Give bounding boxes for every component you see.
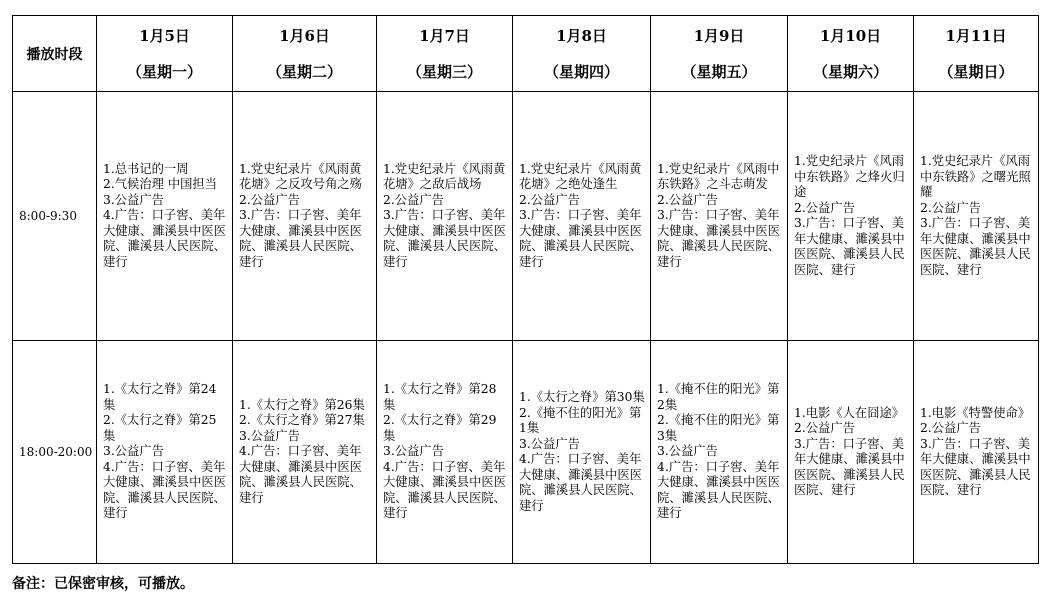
program-cell (914, 341, 1039, 564)
schedule-row-evening (13, 341, 1039, 564)
schedule-row-morning (13, 92, 1039, 341)
program-cell (97, 341, 233, 564)
program-cell (513, 92, 651, 341)
slot-header-label: 播放时段 (26, 46, 83, 63)
day-header-cell (651, 16, 788, 92)
header-row (13, 16, 1039, 92)
program-text: 1.《太行之脊》第30集 2.《掩不住的阳光》第1集 3.公益广告 4.广告：口子窖、美年大健康、濉溪县中医医院、濉溪县人民医院、建行 (519, 390, 645, 513)
day-header-cell (377, 16, 513, 92)
broadcast-schedule-table (12, 15, 1039, 564)
day-header-cell (914, 16, 1039, 92)
program-cell (651, 341, 788, 564)
footer-note: 备注：已保密审核，可播放。 (12, 576, 194, 592)
day-date: 1月11日 (945, 26, 1007, 45)
slot-header-cell (13, 16, 97, 92)
program-cell (651, 92, 788, 341)
day-date: 1月8日 (556, 26, 607, 45)
day-header-cell (513, 16, 651, 92)
day-weekday: （星期一） (126, 62, 202, 81)
day-date: 1月10日 (819, 26, 882, 45)
day-weekday: （星期四） (543, 62, 619, 81)
day-date: 1月7日 (419, 26, 470, 45)
program-text: 1.党史纪录片《风雨中东铁路》之斗志萌发 2.公益广告 3.广告：口子窖、美年大健康、濉溪县中医医院、濉溪县人民医院、建行 (657, 161, 780, 269)
program-cell (97, 92, 233, 341)
program-text: 1.《掩不住的阳光》第2集 2.《掩不住的阳光》第3集 3.公益广告 4.广告：口子窖、美年大健康、濉溪县中医医院、濉溪县人民医院、建行 (657, 382, 780, 521)
program-text: 1.党史纪录片《风雨黄花塘》之敌后战场 2.公益广告 3.广告：口子窖、美年大健康、濉溪县中医医院、濉溪县人民医院、建行 (383, 161, 506, 269)
day-header-cell (788, 16, 914, 92)
program-text: 1.党史纪录片《风雨黄花塘》之反攻号角之殇 2.公益广告 3.广告：口子窖、美年大健康、濉溪县中医医院、濉溪县人民医院、建行 (239, 161, 362, 269)
program-text: 1.电影《特警使命》 2.公益广告 3.广告：口子窖、美年大健康、濉溪县中医医院、濉溪县人民医院、建行 (920, 405, 1031, 497)
program-text: 1.《太行之脊》第26集 2.《太行之脊》第27集 3.公益广告 4.广告：口子窖、美年大健康、濉溪县中医医院、濉溪县人民医院、建行 (239, 397, 365, 505)
program-text: 1.党史纪录片《风雨黄花塘》之绝处逢生 2.公益广告 3.广告：口子窖、美年大健康、濉溪县中医医院、濉溪县人民医院、建行 (519, 161, 642, 269)
program-cell (788, 92, 914, 341)
program-text: 1.《太行之脊》第24集 2.《太行之脊》第25集 3.公益广告 4.广告：口子窖、美年大健康、濉溪县中医医院、濉溪县人民医院、建行 (103, 382, 226, 521)
day-weekday: （星期日） (938, 62, 1014, 81)
program-text: 1.党史纪录片《风雨中东铁路》之曙光照耀 2.公益广告 3.广告：口子窖、美年大健康、濉溪县中医医院、濉溪县人民医院、建行 (920, 154, 1031, 277)
day-header-cell (233, 16, 377, 92)
program-text: 1.总书记的一周 2.气候治理 中国担当 3.公益广告 4.广告：口子窖、美年大健康、濉溪县中医医院、濉溪县人民医院、建行 (103, 161, 226, 269)
day-weekday: （星期二） (266, 62, 342, 81)
program-text: 1.《太行之脊》第28集 2.《太行之脊》第29集 3.公益广告 4.广告：口子窖、美年大健康、濉溪县中医医院、濉溪县人民医院、建行 (383, 382, 506, 521)
program-cell (914, 92, 1039, 341)
day-header-cell (97, 16, 233, 92)
program-cell (377, 341, 513, 564)
day-weekday: （星期六） (812, 62, 888, 81)
day-date: 1月9日 (693, 26, 745, 45)
time-slot-cell: 18:00-20:00 (13, 341, 97, 564)
time-slot-cell: 8:00-9:30 (13, 92, 97, 341)
program-text: 1.党史纪录片《风雨中东铁路》之烽火归途 2.公益广告 3.广告：口子窖、美年大健康、濉溪县中医医院、濉溪县人民医院、建行 (794, 154, 905, 277)
program-cell (788, 341, 914, 564)
program-cell (233, 341, 377, 564)
program-text: 1.电影《人在囧途》 2.公益广告 3.广告：口子窖、美年大健康、濉溪县中医医院、濉溪县人民医院、建行 (794, 405, 905, 497)
program-cell (233, 92, 377, 341)
day-date: 1月5日 (139, 26, 190, 45)
day-weekday: （星期五） (681, 62, 757, 81)
day-weekday: （星期三） (406, 62, 482, 81)
program-cell (513, 341, 651, 564)
program-cell (377, 92, 513, 341)
day-date: 1月6日 (279, 26, 330, 45)
